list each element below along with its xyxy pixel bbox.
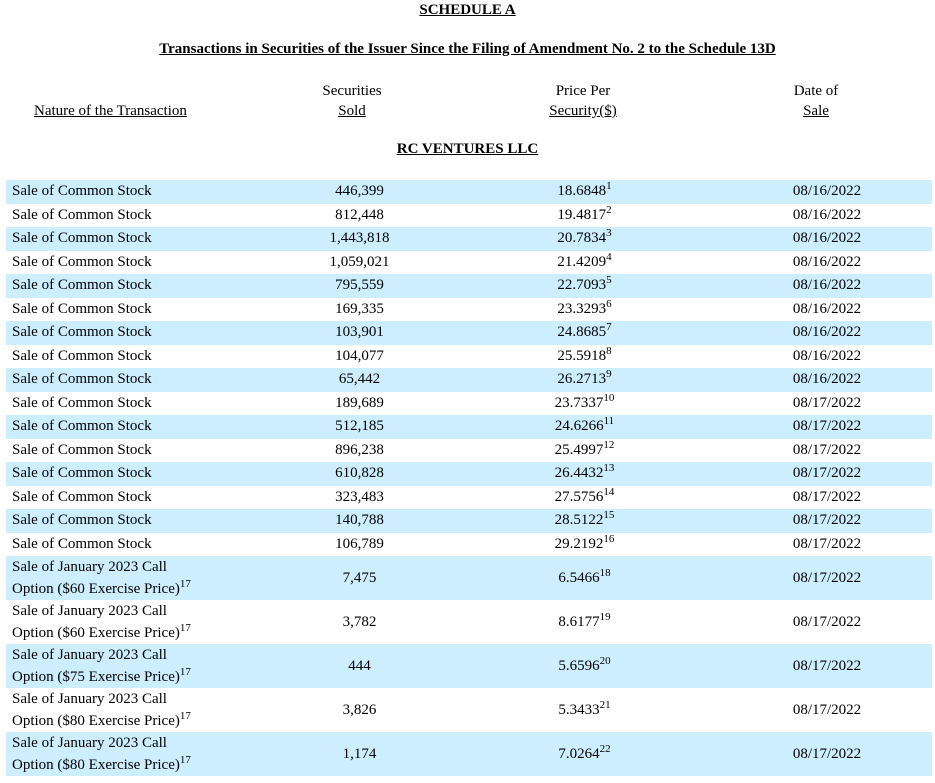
sale-date-value: 08/16/2022 [792,183,862,200]
cell-date [722,274,932,298]
cell-date [722,533,932,557]
price-footnote-marker: 16 [603,532,615,545]
cell-spacer [652,321,722,345]
sale-date-value: 08/17/2022 [792,512,862,529]
cell-price [517,644,652,688]
price-footnote-marker: 14 [603,485,615,498]
cell-spacer [652,368,722,392]
cell-spacer [652,600,722,644]
nature-line1: Sale of January 2023 Call [12,735,167,751]
nature-footnote-marker: 17 [179,710,191,722]
nature-text: Sale of Common Stock [12,347,152,364]
cell-securities-sold [312,509,407,533]
cell-nature [6,509,312,533]
sale-date-value: 08/17/2022 [792,441,862,458]
cell-nature [6,462,312,486]
nature-text: Sale of Common Stock [12,512,152,529]
column-header-price-per-security [523,81,643,121]
nature-line2: Option ($60 Exercise Price) [12,581,180,597]
price-footnote-marker: 20 [599,655,611,667]
cell-date [722,439,932,463]
table-row [6,556,932,600]
cell-spacer [407,439,517,463]
securities-sold-value: 140,788 [335,512,384,529]
sale-date-value: 08/16/2022 [792,253,862,270]
price-footnote-marker: 9 [606,368,612,381]
cell-date [722,462,932,486]
cell-spacer [652,533,722,557]
table-row [6,439,932,463]
cell-nature [6,298,312,322]
securities-sold-value: 103,901 [335,324,384,341]
table-row [6,321,932,345]
nature-text: Sale of Common Stock [12,371,152,388]
price-footnote-marker: 18 [599,567,611,579]
nature-line1: Sale of January 2023 Call [12,691,167,707]
sale-date-value: 08/17/2022 [792,465,862,482]
cell-spacer [652,227,722,251]
cell-date [722,392,932,416]
nature-text: Sale of Common Stock [12,324,152,341]
column-header-sold-line2: Sold [338,103,366,119]
sale-date-value: 08/17/2022 [792,746,862,762]
cell-nature [6,439,312,463]
table-row [6,392,932,416]
price-footnote-marker: 22 [599,743,611,755]
table-row [6,298,932,322]
securities-sold-value: 3,826 [342,702,377,718]
table-row [6,533,932,557]
price-footnote-marker: 6 [606,297,612,310]
cell-securities-sold [312,688,407,732]
nature-line2: Option ($80 Exercise Price) [12,713,180,729]
price-value: 25.5918 [557,347,607,364]
sale-date-value: 08/16/2022 [792,300,862,317]
securities-sold-value: 3,782 [342,614,377,630]
cell-date [722,688,932,732]
cell-price [517,321,652,345]
cell-securities-sold [312,486,407,510]
securities-sold-value: 1,174 [342,746,377,762]
cell-nature [6,732,312,776]
cell-price [517,251,652,275]
securities-sold-value: 323,483 [335,488,384,505]
column-header-price-line2: Security($) [549,103,617,119]
cell-date [722,415,932,439]
cell-date [722,368,932,392]
cell-securities-sold [312,644,407,688]
price-value: 6.5466 [558,570,600,586]
price-value: 18.6848 [557,183,607,200]
nature-line2: Option ($60 Exercise Price) [12,625,180,641]
cell-price [517,556,652,600]
securities-sold-value: 104,077 [335,347,384,364]
cell-securities-sold [312,368,407,392]
price-value: 20.7834 [557,230,607,247]
price-footnote-marker: 5 [606,274,612,287]
cell-spacer [652,204,722,228]
sale-date-value: 08/16/2022 [792,206,862,223]
cell-price [517,509,652,533]
cell-price [517,368,652,392]
cell-spacer [652,345,722,369]
securities-sold-value: 7,475 [342,570,377,586]
nature-text: Sale of Common Stock [12,394,152,411]
securities-sold-value: 896,238 [335,441,384,458]
cell-spacer [652,688,722,732]
table-row [6,688,932,732]
cell-nature [6,392,312,416]
cell-spacer [652,274,722,298]
nature-text: Sale of Common Stock [12,277,152,294]
nature-text: Sale of Common Stock [12,465,152,482]
column-header-price-line1: Price Per [555,83,611,99]
cell-price [517,462,652,486]
nature-footnote-marker: 17 [179,622,191,634]
cell-spacer [652,644,722,688]
entity-name: RC VENTURES LLC [396,141,539,157]
cell-securities-sold [312,392,407,416]
nature-line2: Option ($75 Exercise Price) [12,669,180,685]
cell-securities-sold [312,732,407,776]
sale-date-value: 08/16/2022 [792,347,862,364]
table-row [6,180,932,204]
cell-nature [6,251,312,275]
securities-sold-value: 512,185 [335,418,384,435]
cell-date [722,600,932,644]
cell-spacer [407,644,517,688]
nature-text: Sale of Common Stock [12,230,152,247]
price-value: 23.7337 [554,394,604,411]
cell-spacer [652,509,722,533]
cell-price [517,274,652,298]
nature-text: Sale of Common Stock [12,300,152,317]
cell-spacer [407,556,517,600]
cell-securities-sold [312,533,407,557]
price-value: 5.6596 [558,658,600,674]
price-value: 22.7093 [557,277,607,294]
cell-price [517,298,652,322]
cell-spacer [652,392,722,416]
cell-spacer [407,462,517,486]
cell-spacer [407,180,517,204]
price-value: 23.3293 [557,300,607,317]
cell-spacer [407,509,517,533]
cell-securities-sold [312,439,407,463]
cell-price [517,486,652,510]
nature-text: Sale of Common Stock [12,206,152,223]
column-header-securities-sold [292,81,412,121]
securities-sold-value: 812,448 [335,206,384,223]
securities-sold-value: 1,443,818 [329,230,390,247]
column-header-date-line2: Sale [803,103,829,119]
table-row [6,251,932,275]
cell-spacer [407,368,517,392]
cell-spacer [652,556,722,600]
cell-nature [6,644,312,688]
cell-nature [6,227,312,251]
table-row [6,345,932,369]
nature-text: Sale of Common Stock [12,183,152,200]
cell-securities-sold [312,321,407,345]
price-footnote-marker: 19 [599,611,611,623]
cell-spacer [407,600,517,644]
transactions-table [6,180,932,776]
price-footnote-marker: 1 [606,180,612,193]
price-value: 29.2192 [554,535,604,552]
cell-securities-sold [312,251,407,275]
cell-spacer [652,439,722,463]
cell-price [517,688,652,732]
nature-text: Sale of Common Stock [12,488,152,505]
securities-sold-value: 106,789 [335,535,384,552]
cell-nature [6,274,312,298]
table-row [6,732,932,776]
cell-spacer [407,533,517,557]
price-value: 24.8685 [557,324,607,341]
securities-sold-value: 189,689 [335,394,384,411]
cell-price [517,345,652,369]
table-row [6,644,932,688]
cell-nature [6,321,312,345]
cell-nature [6,486,312,510]
cell-nature [6,688,312,732]
cell-price [517,180,652,204]
cell-spacer [407,486,517,510]
nature-line1: Sale of January 2023 Call [12,559,167,575]
securities-sold-value: 444 [348,658,371,674]
schedule-title: SCHEDULE A [419,2,516,18]
cell-spacer [407,415,517,439]
price-value: 27.5756 [554,488,604,505]
cell-date [722,556,932,600]
cell-securities-sold [312,415,407,439]
price-value: 19.4817 [557,206,607,223]
price-value: 26.2713 [557,371,607,388]
table-row [6,204,932,228]
cell-date [722,644,932,688]
price-footnote-marker: 21 [599,699,611,711]
cell-securities-sold [312,274,407,298]
cell-price [517,439,652,463]
cell-nature [6,556,312,600]
cell-spacer [407,688,517,732]
cell-date [722,298,932,322]
cell-spacer [407,345,517,369]
cell-price [517,204,652,228]
sale-date-value: 08/17/2022 [792,658,862,674]
nature-line2: Option ($80 Exercise Price) [12,757,180,773]
sale-date-value: 08/17/2022 [792,418,862,435]
cell-spacer [407,204,517,228]
nature-text: Sale of Common Stock [12,441,152,458]
column-header-date-line1: Date of [793,83,839,99]
price-value: 7.0264 [558,746,600,762]
table-row [6,486,932,510]
price-footnote-marker: 11 [603,415,615,428]
cell-nature [6,368,312,392]
price-footnote-marker: 4 [606,250,612,263]
cell-securities-sold [312,180,407,204]
price-footnote-marker: 13 [603,462,615,475]
securities-sold-value: 610,828 [335,465,384,482]
nature-footnote-marker: 17 [179,578,191,590]
cell-date [722,180,932,204]
sale-date-value: 08/17/2022 [792,702,862,718]
cell-spacer [652,415,722,439]
cell-securities-sold [312,462,407,486]
securities-sold-value: 65,442 [338,371,381,388]
cell-securities-sold [312,345,407,369]
sale-date-value: 08/16/2022 [792,277,862,294]
cell-nature [6,204,312,228]
cell-date [722,204,932,228]
cell-date [722,321,932,345]
cell-date [722,486,932,510]
cell-price [517,227,652,251]
cell-nature [6,415,312,439]
table-row [6,415,932,439]
nature-line1: Sale of January 2023 Call [12,647,167,663]
cell-spacer [652,180,722,204]
table-row [6,600,932,644]
nature-text: Sale of Common Stock [12,535,152,552]
cell-date [722,509,932,533]
table-row [6,462,932,486]
sale-date-value: 08/17/2022 [792,394,862,411]
sale-date-value: 08/17/2022 [792,488,862,505]
securities-sold-value: 795,559 [335,277,384,294]
price-value: 5.3433 [558,702,600,718]
price-value: 25.4997 [554,441,604,458]
cell-securities-sold [312,556,407,600]
cell-nature [6,600,312,644]
price-footnote-marker: 10 [603,391,615,404]
cell-spacer [407,251,517,275]
cell-spacer [407,732,517,776]
securities-sold-value: 1,059,021 [329,253,390,270]
price-value: 24.6266 [554,418,604,435]
cell-price [517,392,652,416]
cell-spacer [652,298,722,322]
price-footnote-marker: 3 [606,227,612,240]
price-footnote-marker: 15 [603,509,615,522]
price-footnote-marker: 8 [606,344,612,357]
price-footnote-marker: 2 [606,203,612,216]
cell-spacer [407,321,517,345]
cell-securities-sold [312,204,407,228]
nature-text: Sale of Common Stock [12,253,152,270]
nature-footnote-marker: 17 [179,666,191,678]
price-value: 28.5122 [554,512,604,529]
cell-price [517,600,652,644]
cell-spacer [652,732,722,776]
cell-nature [6,533,312,557]
cell-date [722,345,932,369]
column-header-nature-label: Nature of the Transaction [34,103,187,119]
column-header-sold-line1: Securities [322,83,382,99]
price-value: 26.4432 [554,465,604,482]
nature-text: Sale of Common Stock [12,418,152,435]
table-row [6,227,932,251]
price-value: 21.4209 [557,253,607,270]
cell-date [722,227,932,251]
securities-sold-value: 446,399 [335,183,384,200]
column-header-date-of-sale [756,81,876,121]
sale-date-value: 08/16/2022 [792,230,862,247]
price-footnote-marker: 7 [606,321,612,334]
cell-spacer [407,298,517,322]
cell-date [722,251,932,275]
cell-spacer [407,227,517,251]
cell-price [517,533,652,557]
cell-securities-sold [312,227,407,251]
cell-price [517,415,652,439]
cell-nature [6,180,312,204]
sale-date-value: 08/17/2022 [792,570,862,586]
cell-spacer [652,486,722,510]
cell-spacer [652,462,722,486]
cell-securities-sold [312,600,407,644]
nature-footnote-marker: 17 [179,754,191,766]
cell-spacer [407,274,517,298]
table-row [6,368,932,392]
column-header-nature [34,101,187,121]
nature-line1: Sale of January 2023 Call [12,603,167,619]
table-row [6,509,932,533]
transactions-table-body [6,180,932,776]
cell-date [722,732,932,776]
sale-date-value: 08/16/2022 [792,324,862,341]
price-value: 8.6177 [558,614,600,630]
sale-date-value: 08/17/2022 [792,614,862,630]
cell-securities-sold [312,298,407,322]
sale-date-value: 08/16/2022 [792,371,862,388]
table-row [6,274,932,298]
cell-spacer [407,392,517,416]
cell-spacer [652,251,722,275]
price-footnote-marker: 12 [603,438,615,451]
cell-price [517,732,652,776]
cell-nature [6,345,312,369]
securities-sold-value: 169,335 [335,300,384,317]
schedule-subtitle: Transactions in Securities of the Issuer Since the Filing of Amendment No. 2 to the Schedule 13D [159,41,776,57]
sale-date-value: 08/17/2022 [792,535,862,552]
